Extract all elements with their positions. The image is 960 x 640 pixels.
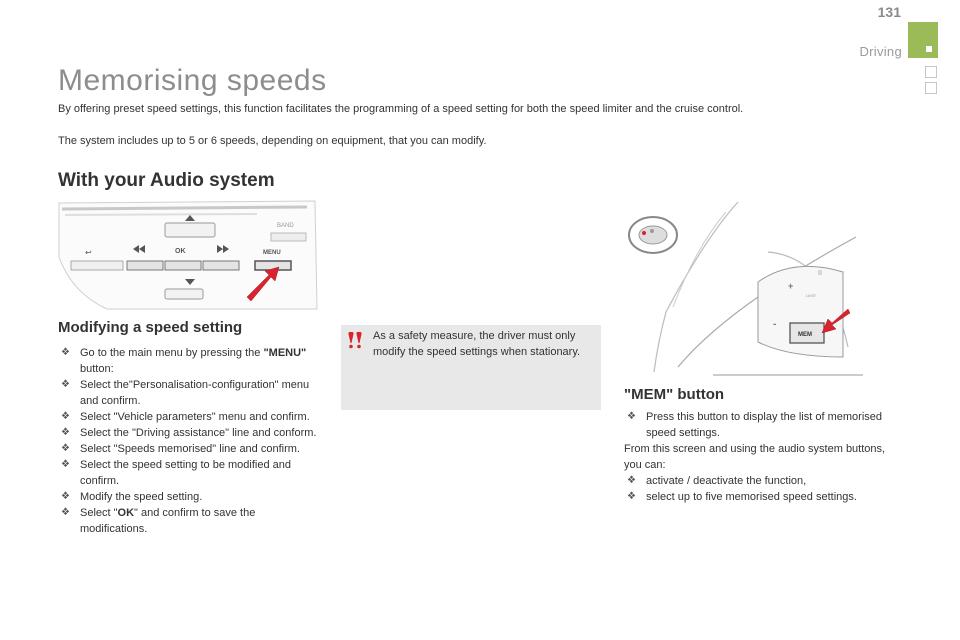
list-item: ❖ Select the speed setting to be modified and confirm. — [61, 459, 291, 487]
section-label: Driving — [859, 44, 902, 59]
list-item: ❖ activate / deactivate the function, — [627, 475, 807, 487]
bullet-icon: ❖ — [61, 443, 70, 454]
list-item: ❖ Select the"Personalisation-configuration" menu and confirm. — [61, 379, 310, 407]
bullet-icon: ❖ — [61, 491, 70, 502]
mem-options-list — [624, 473, 924, 505]
page-number: 131 — [877, 4, 901, 20]
mem-paragraph: From this screen and using the audio system buttons, you can: — [624, 443, 886, 471]
bullet-icon: ❖ — [61, 411, 70, 422]
intro-paragraph: By offering preset speed settings, this function facilitates the programming of a speed setting for both the speed limiter and the cruise control. — [58, 103, 744, 115]
list-item: ❖ Go to the main menu by pressing the "MENU" button: — [61, 347, 307, 375]
audio-panel-illustration — [57, 197, 327, 317]
warning-text: As a safety measure, the driver must only modify the speed settings when stationary. — [373, 330, 581, 358]
intro-paragraph: The system includes up to 5 or 6 speeds, depending on equipment, that you can modify. — [58, 135, 487, 147]
square-icon — [925, 66, 937, 78]
tab-square-icon — [926, 46, 932, 52]
modify-steps-list — [58, 345, 323, 537]
steering-wheel-illustration — [618, 197, 863, 377]
menu-label: MENU — [263, 250, 281, 256]
list-item: ❖ Modify the speed setting. — [61, 491, 203, 503]
list-item: ❖ Select the "Driving assistance" line and conform. — [61, 427, 317, 439]
list-item: ❖ Select "Vehicle parameters" menu and confirm. — [61, 411, 310, 423]
list-item: ❖ Select "OK" and confirm to save the modifications. — [61, 507, 256, 535]
bullet-icon: ❖ — [627, 475, 636, 486]
list-item: ❖ Press this button to display the list of memorised speed settings. — [627, 411, 882, 439]
mem-label: MEM — [798, 332, 812, 338]
section-heading-mem: "MEM" button — [624, 386, 725, 403]
bullet-icon: ❖ — [61, 459, 70, 470]
svg-text:↩: ↩ — [85, 248, 92, 257]
bullet-icon: ❖ — [61, 379, 70, 390]
svg-text:II: II — [818, 270, 822, 277]
square-icon — [925, 82, 937, 94]
limit-label: LIMIT — [806, 293, 817, 298]
exclamation-icon — [345, 330, 365, 350]
bullet-icon: ❖ — [627, 491, 636, 502]
list-item: ❖ select up to five memorised speed settings. — [627, 491, 857, 503]
plus-label: + — [788, 281, 794, 291]
bullet-icon: ❖ — [61, 427, 70, 438]
section-tab — [908, 22, 938, 58]
band-label: BAND — [277, 223, 294, 229]
minus-label: - — [773, 319, 777, 330]
bullet-icon: ❖ — [627, 411, 636, 422]
ok-label: OK — [175, 248, 186, 255]
bullet-icon: ❖ — [61, 507, 70, 518]
page-title: Memorising speeds — [58, 64, 327, 97]
bullet-icon: ❖ — [61, 347, 70, 358]
section-heading-audio: With your Audio system — [58, 170, 275, 191]
mem-steps-list — [624, 409, 894, 441]
section-heading-modify: Modifying a speed setting — [58, 319, 243, 336]
list-item: ❖ Select "Speeds memorised" line and confirm. — [61, 443, 300, 455]
